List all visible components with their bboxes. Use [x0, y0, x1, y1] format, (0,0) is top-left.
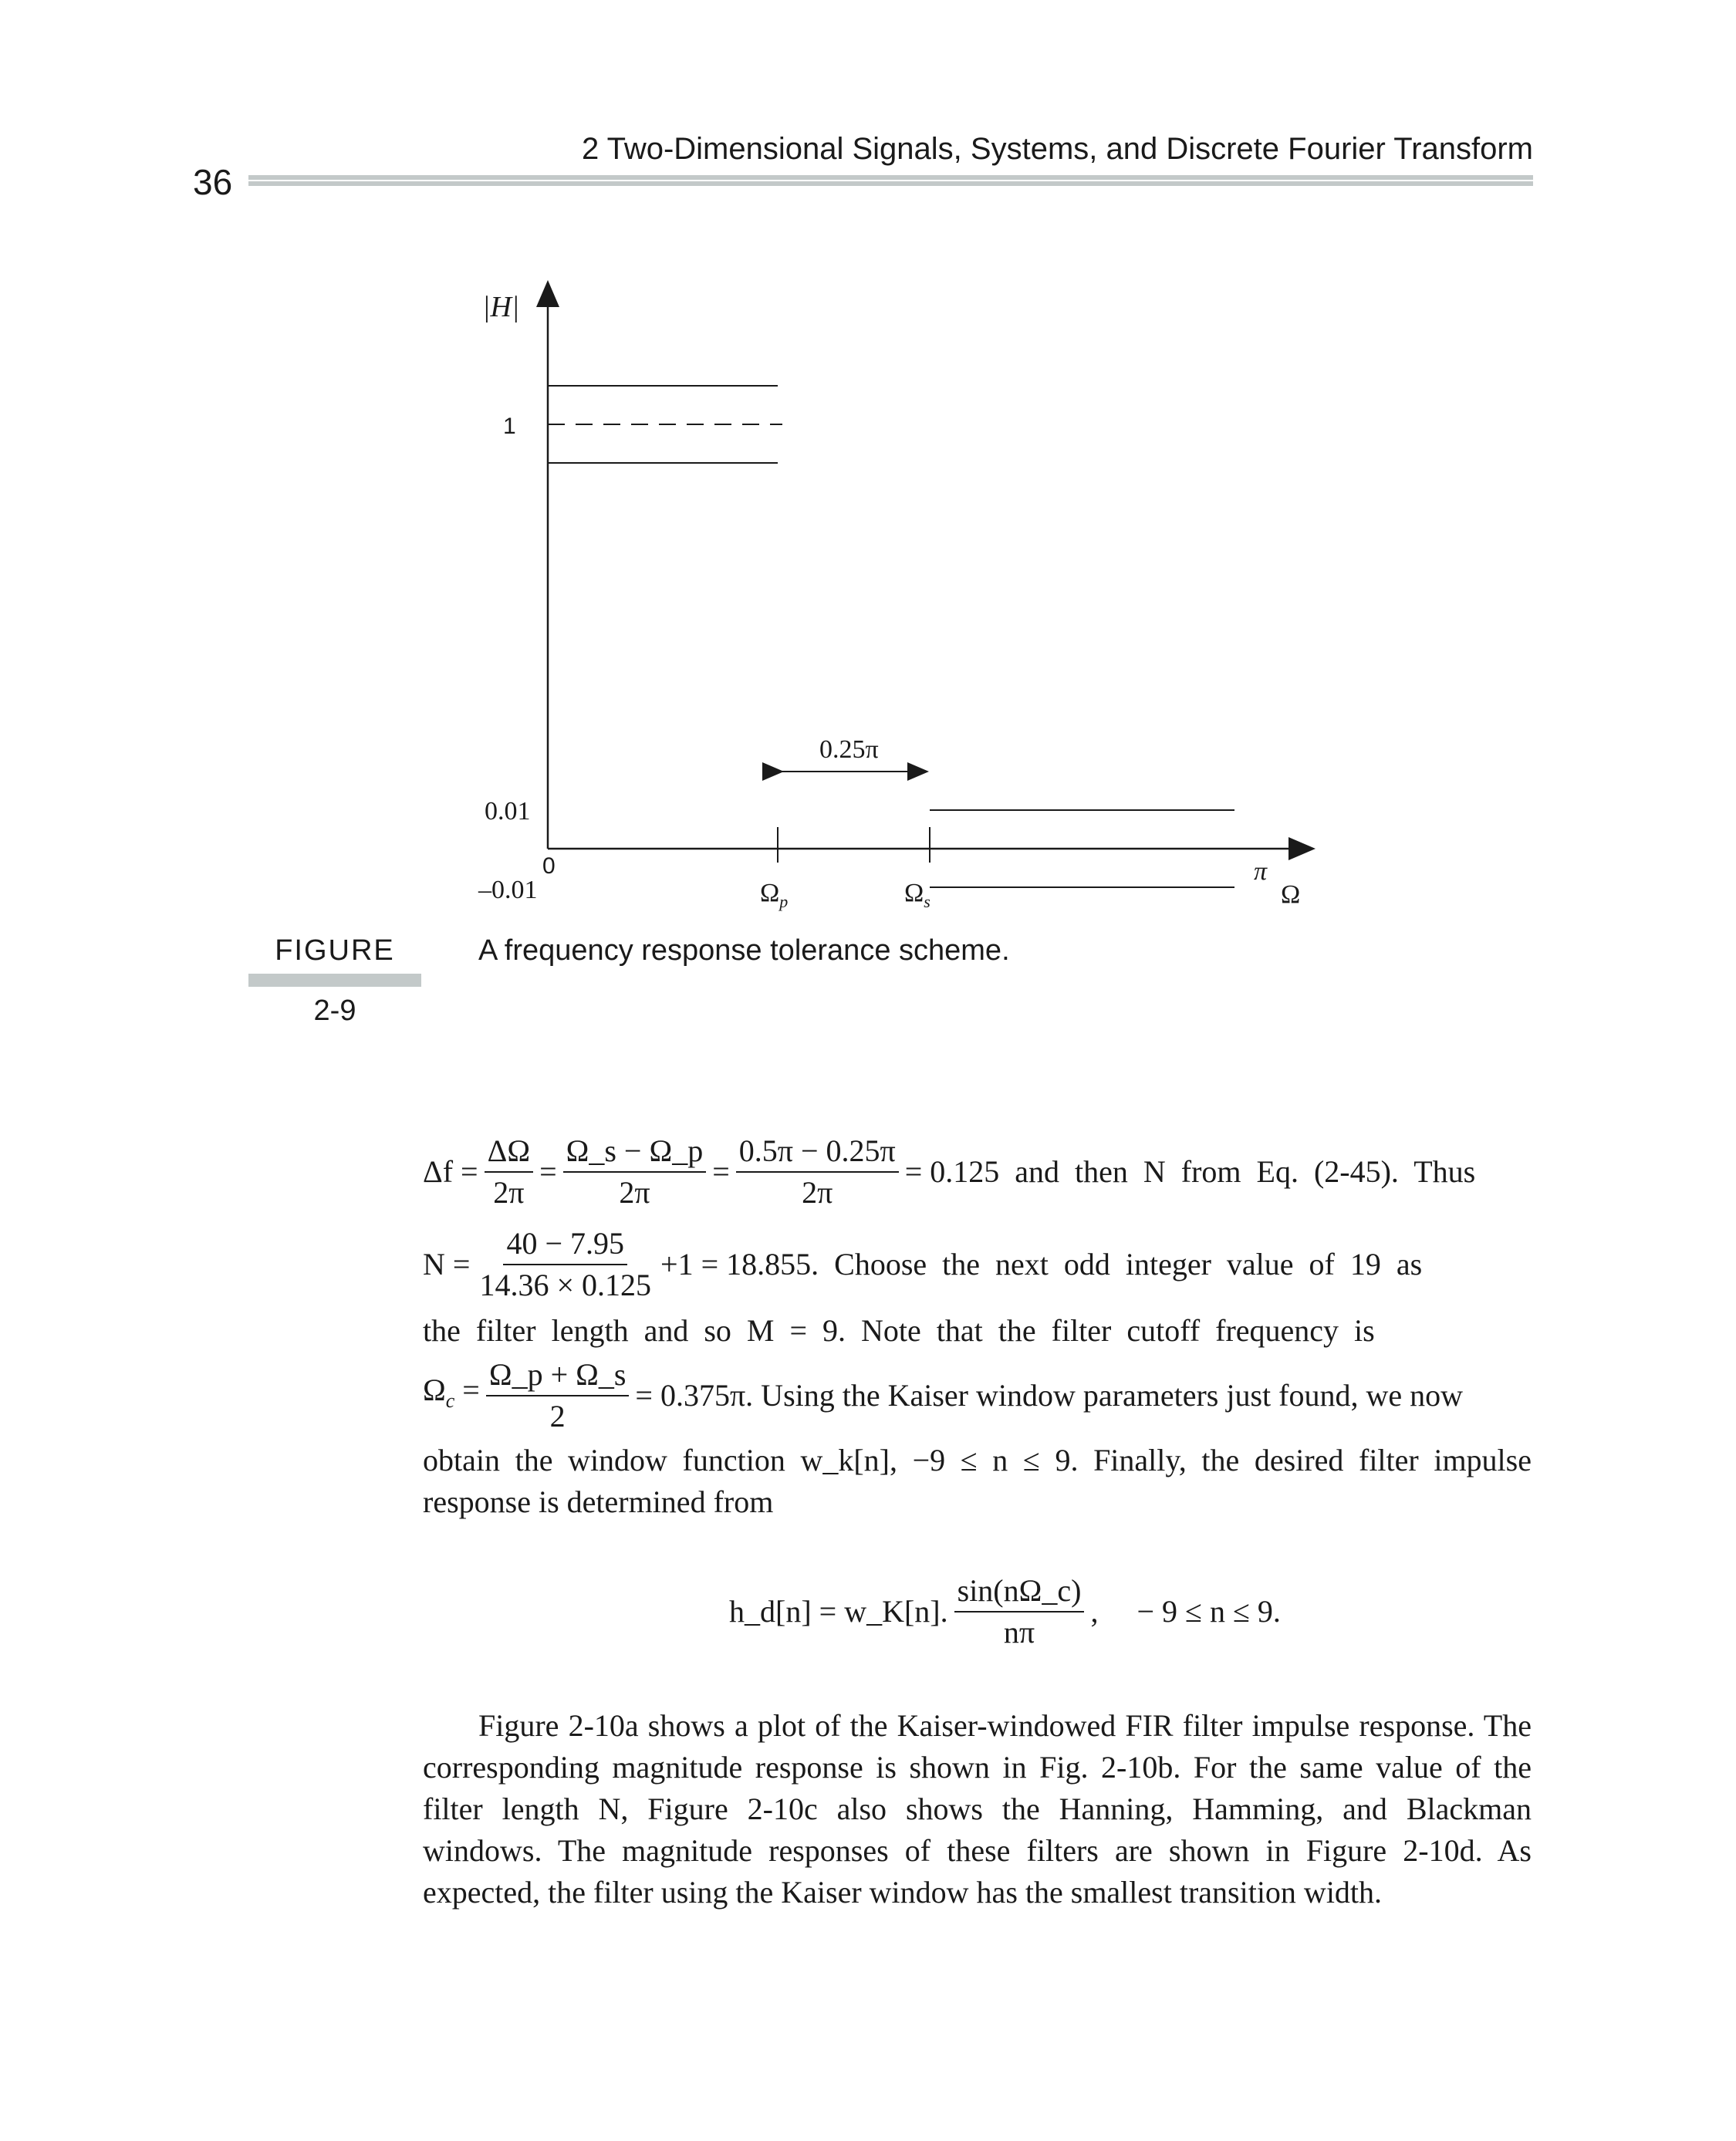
- body-paragraph: Figure 2-10a shows a plot of the Kaiser-windowed FIR filter impulse response. The corresponding magnitude response is shown in Fig. 2-10b. For the same value of the filter length N, Figure 2-10c also shows the Hanning, Hamming, and Blackman windows. The magnitude responses of these filters are shown in Figure 2-10d. As expected, the filter using the Kaiser window has the smallest transition width.: [423, 1708, 1532, 1910]
- equation-n: N = $\frac{40 - 7.95}{14.36 \times 0.125}$ +1 = 18.855. Choose the next odd integer value of 19 as: [423, 1226, 1423, 1302]
- running-head: 2 Two-Dimensional Signals, Systems, and Discrete Fourier Transform: [581, 132, 1533, 166]
- figure-label-bar: [248, 974, 421, 987]
- y-axis-label: |H|: [482, 291, 520, 323]
- figure-caption: A frequency response tolerance scheme.: [478, 934, 1010, 967]
- text-line-response: response is determined from: [423, 1484, 774, 1519]
- transition-width-label: 0.25π: [819, 735, 879, 764]
- page-number: 36: [193, 162, 233, 202]
- y-tick-neg-0.01: –0.01: [478, 876, 538, 904]
- equation-impulse-response: h_d[n] = w_K[n]. $\frac{\sin(n\Omega\_c)}{n\pi}$ , − 9 ≤ n ≤ 9.: [729, 1573, 1281, 1650]
- figure-number: 2-9: [313, 995, 356, 1027]
- text-line-window-function: obtain the window function w_k[n], −9 ≤ n ≤ 9. Finally, the desired filter impulse: [423, 1443, 1532, 1477]
- pi-label: π: [1254, 857, 1268, 886]
- x-axis-label: Ω: [1281, 880, 1301, 909]
- omega-p-label: $\Omega_p$: [760, 879, 789, 911]
- omega-s-label: $\Omega_s$: [904, 879, 930, 911]
- equation-delta-f: Δf = $\frac{\Delta\Omega}{2\pi}$ = $\frac{\Omega\_s - \Omega\_p}{2\pi}$ = $\frac{0.5\pi - 0.25\pi}{2\pi}$ = 0.125 and then N from Eq. (2-45). Thus: [423, 1133, 1476, 1210]
- tolerance-scheme-chart: [0, 0, 1736, 926]
- y-tick-1: 1: [503, 414, 516, 439]
- figure-label: FIGURE: [275, 934, 395, 967]
- y-tick-0.01: 0.01: [485, 797, 531, 826]
- text-line-filter-length: the filter length and so M = 9. Note that the filter cutoff frequency is: [423, 1313, 1375, 1348]
- origin-label: 0: [542, 853, 556, 879]
- equation-omega-c: $\Omega_c$ = $\frac{\Omega\_p + \Omega\_s}{2}$ = 0.375π. Using the Kaiser window parameters just found, we now: [423, 1357, 1463, 1434]
